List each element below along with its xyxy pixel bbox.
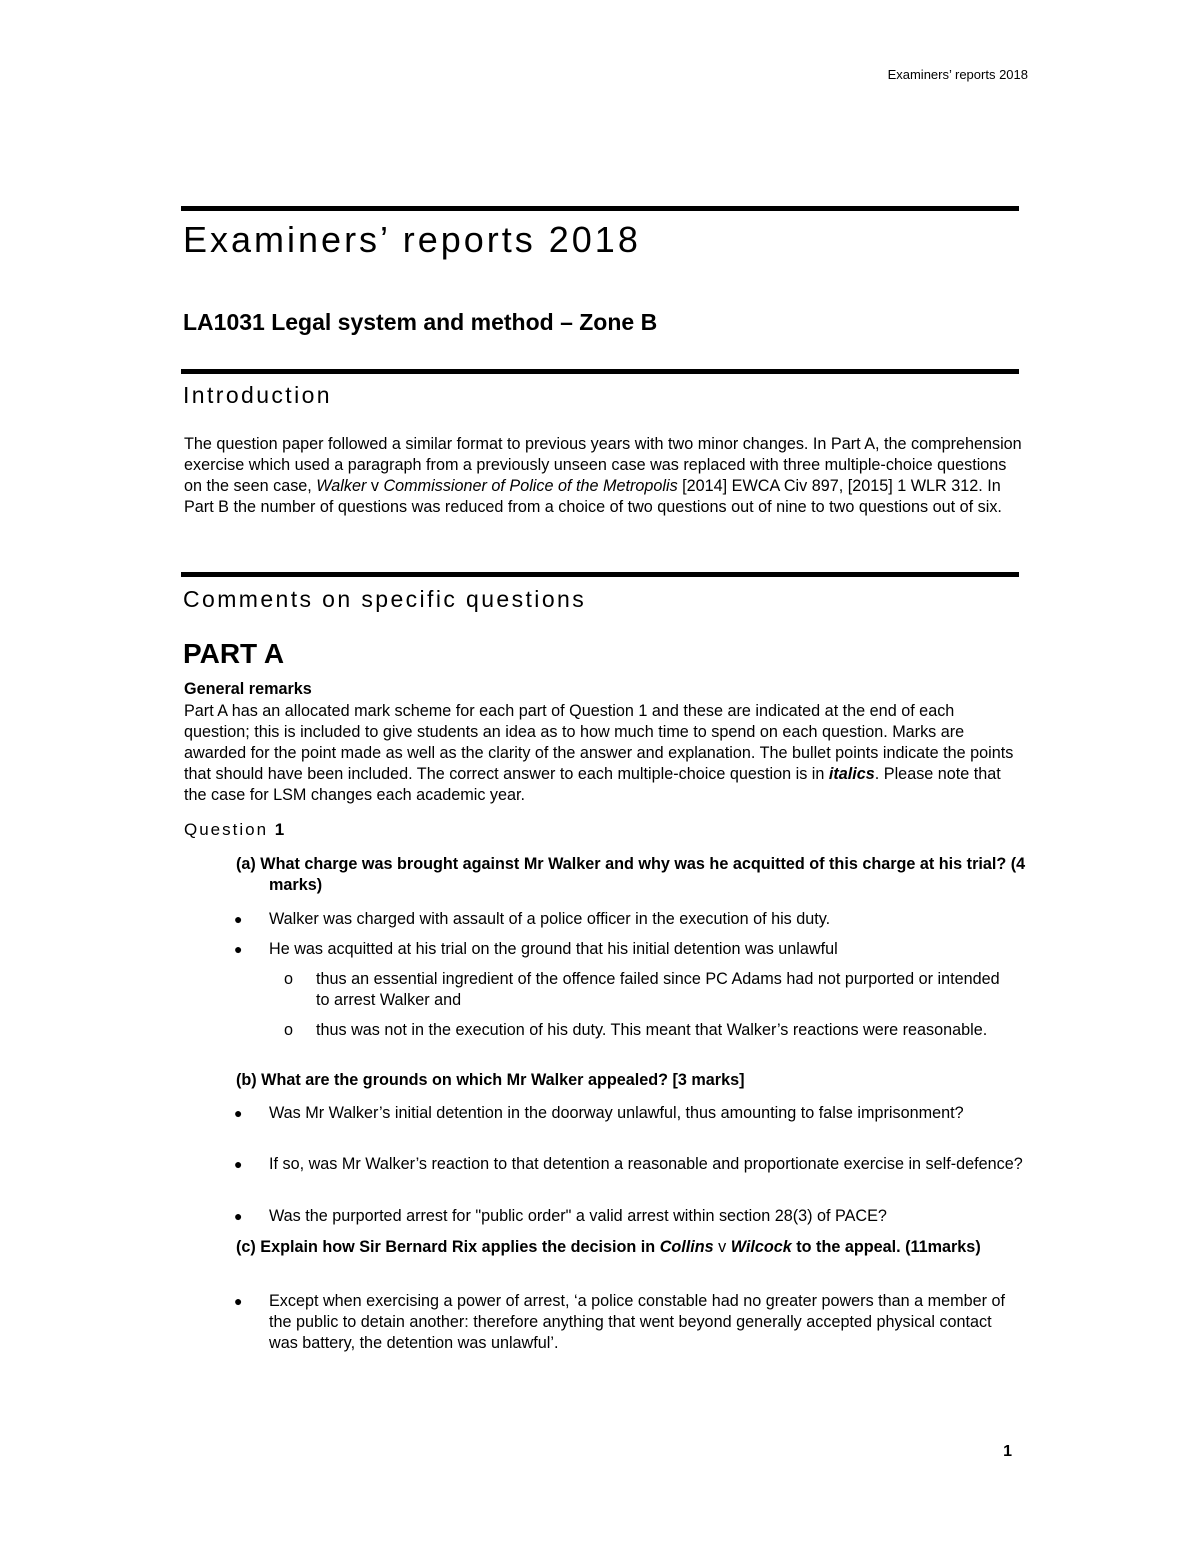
question-b-heading: (b) What are the grounds on which Mr Walker appealed? [3 marks] <box>236 1071 745 1089</box>
list-item: ● Was the purported arrest for "public order" a valid arrest within section 28(3) of PACE? <box>234 1207 887 1225</box>
introduction-heading: Introduction <box>183 382 332 408</box>
general-remarks-heading: General remarks <box>184 680 312 698</box>
general-remarks-paragraph: Part A has an allocated mark scheme for each part of Question 1 and these are indicated at the end of each question; this is included to give students an idea as to how much time to spend on each question. Marks are awarded for the point made as well as the clarity of the answer and explanation. The bullet points indicate the points that should have been included. The correct answer to each multiple-choice question is in italics. Please note that the case for LSM changes each academic year. <box>184 702 1014 804</box>
page-number: 1 <box>1003 1443 1012 1460</box>
introduction-rule <box>181 369 1019 374</box>
bullet-icon: ● <box>234 941 243 957</box>
bullet-icon: ● <box>234 1293 243 1309</box>
bullet-icon: ● <box>234 1105 243 1121</box>
running-header: Examiners’ reports 2018 <box>887 67 1028 82</box>
case-name-commissioner: Commissioner of Police of the Metropolis <box>383 477 678 495</box>
document-subtitle: LA1031 Legal system and method – Zone B <box>183 309 658 335</box>
list-item: ● He was acquitted at his trial on the ground that his initial detention was unlawful <box>234 940 838 958</box>
comments-heading: Comments on specific questions <box>183 586 587 612</box>
question-a-heading: (a) What charge was brought against Mr Walker and why was he acquitted of this charge at his trial? (4 marks) <box>236 855 1026 894</box>
question-1-label: Question 1 <box>184 820 285 839</box>
italics-emphasis: italics <box>828 765 875 783</box>
case-name-collins: Collins <box>659 1238 714 1256</box>
case-name-wilcock: Wilcock <box>730 1238 792 1256</box>
list-item: ● Was Mr Walker’s initial detention in the doorway unlawful, thus amounting to false imprisonment? <box>234 1104 964 1122</box>
document-title: Examiners’ reports 2018 <box>183 219 641 260</box>
bullet-icon: ● <box>234 911 243 927</box>
question-c-heading: (c) Explain how Sir Bernard Rix applies the decision in Collins v Wilcock to the appeal. (11marks) <box>236 1238 981 1256</box>
comments-rule <box>181 572 1019 577</box>
introduction-paragraph: The question paper followed a similar format to previous years with two minor changes. In Part A, the comprehension exercise which used a paragraph from a previously unseen case was replaced with three multiple-choice questions on the seen case, Walker v Commissioner of Police of the Metropolis [2014] EWCA Civ 897, [2015] 1 WLR 312. In Part B the number of questions was reduced from a choice of two questions out of nine to two questions out of six. <box>184 435 1022 516</box>
list-item: ● Walker was charged with assault of a police officer in the execution of his duty. <box>234 910 831 928</box>
bullet-icon: ● <box>234 1208 243 1224</box>
list-item: ● Except when exercising a power of arrest, ‘a police constable had no greater powers than a member of the public to detain another: therefore anything that went beyond generally accepted physical contact was battery, the detention was unlawful’. <box>234 1292 1006 1352</box>
sub-bullet-icon: o <box>284 1021 294 1039</box>
list-item: ● If so, was Mr Walker’s reaction to that detention a reasonable and proportionate exercise in self-defence? <box>234 1155 1023 1173</box>
sub-list-item: o thus was not in the execution of his duty. This meant that Walker’s reactions were reasonable. <box>284 1021 988 1039</box>
case-name-walker: Walker <box>316 477 367 495</box>
sub-list-item: o thus an essential ingredient of the offence failed since PC Adams had not purported or intended to arrest Walker and <box>284 970 1000 1009</box>
bullet-icon: ● <box>234 1156 243 1172</box>
sub-bullet-icon: o <box>284 970 294 988</box>
top-rule <box>181 206 1019 211</box>
part-a-heading: PART A <box>183 638 285 669</box>
